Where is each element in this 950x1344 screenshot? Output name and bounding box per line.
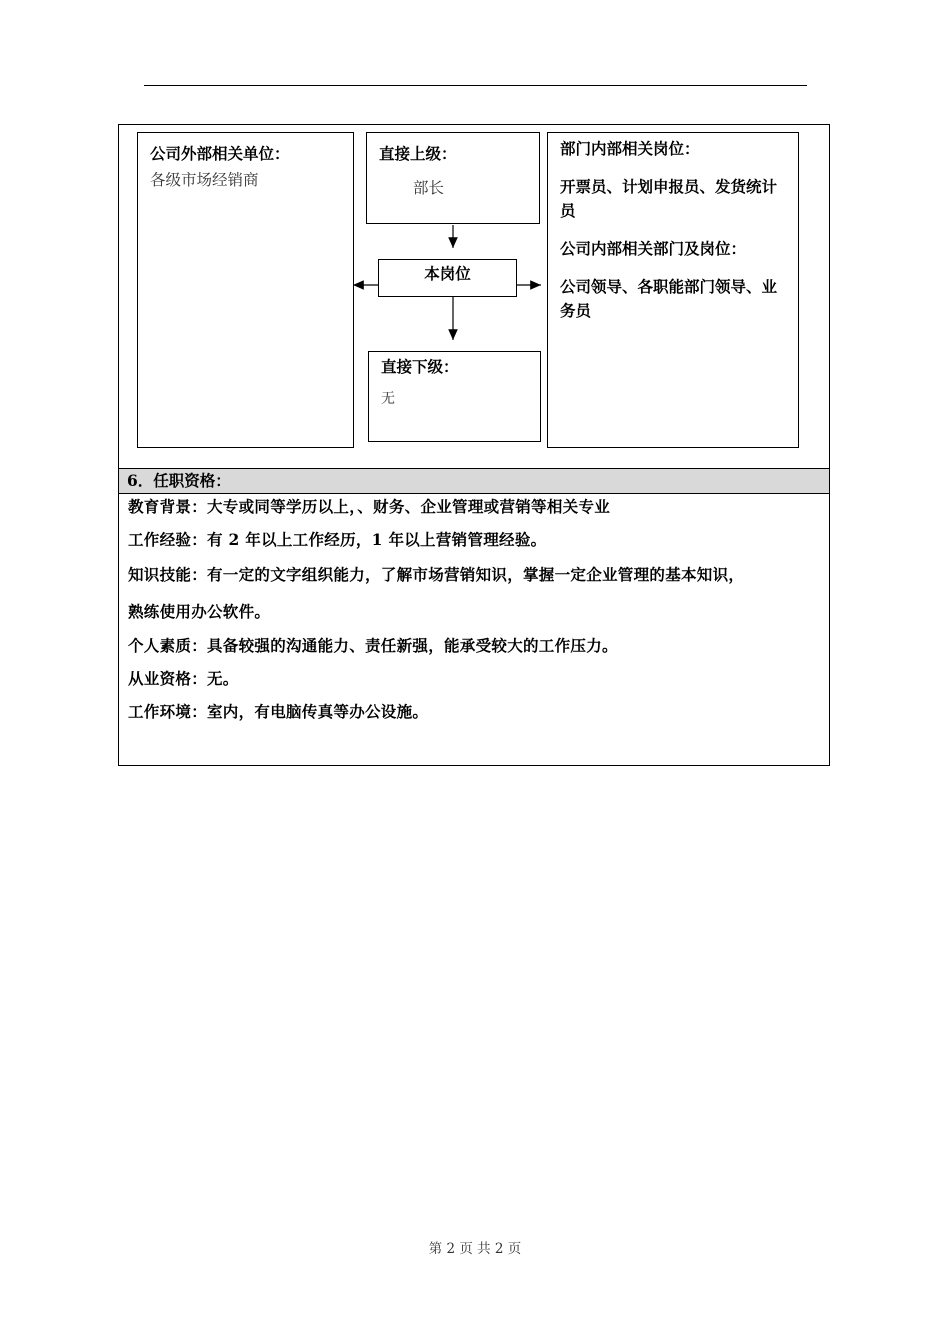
current-position-box bbox=[378, 259, 517, 297]
company-internal-content-line2: 务员 bbox=[560, 301, 592, 320]
qualification-personal: 个人素质：具备较强的沟通能力、责任新强，能承受较大的工作压力。 bbox=[128, 636, 618, 655]
job-description-table bbox=[118, 124, 830, 766]
dept-internal-content-line2: 员 bbox=[560, 201, 576, 220]
qualification-experience: 工作经验：有 2 年以上工作经历，1 年以上营销管理经验。 bbox=[128, 530, 547, 549]
section-6-title: 6．任职资格： bbox=[119, 468, 829, 494]
qualification-skills-cont: 熟练使用办公软件。 bbox=[128, 602, 271, 621]
external-units-box bbox=[137, 132, 354, 448]
header-rule bbox=[144, 85, 807, 86]
direct-subordinate-box bbox=[368, 351, 541, 442]
direct-superior-content: 部长 bbox=[413, 179, 445, 197]
qualification-environment: 工作环境：室内，有电脑传真等办公设施。 bbox=[128, 702, 429, 721]
current-position-title: 本岗位 bbox=[424, 264, 471, 283]
direct-subordinate-title: 直接下级： bbox=[381, 357, 459, 376]
page-number: 第 2 页 共 2 页 bbox=[428, 1241, 522, 1257]
internal-positions-box bbox=[547, 132, 799, 448]
direct-superior-box bbox=[366, 132, 540, 224]
direct-superior-title: 直接上级： bbox=[379, 144, 457, 163]
dept-internal-title: 部门内部相关岗位： bbox=[560, 139, 700, 158]
external-units-title: 公司外部相关单位： bbox=[150, 144, 290, 163]
qualification-education: 教育背景：大专或同等学历以上，、财务、企业管理或营销等相关专业 bbox=[128, 497, 611, 516]
qualification-skills: 知识技能：有一定的文字组织能力，了解市场营销知识，掌握一定企业管理的基本知识， bbox=[128, 565, 745, 584]
qualification-certification: 从业资格：无。 bbox=[128, 669, 239, 688]
company-internal-content-line1: 公司领导、各职能部门领导、业 bbox=[560, 277, 778, 296]
company-internal-title: 公司内部相关部门及岗位： bbox=[560, 239, 747, 258]
dept-internal-content-line1: 开票员、计划申报员、发货统计 bbox=[560, 177, 778, 196]
direct-subordinate-content: 无 bbox=[381, 391, 395, 407]
external-units-content: 各级市场经销商 bbox=[150, 171, 259, 189]
